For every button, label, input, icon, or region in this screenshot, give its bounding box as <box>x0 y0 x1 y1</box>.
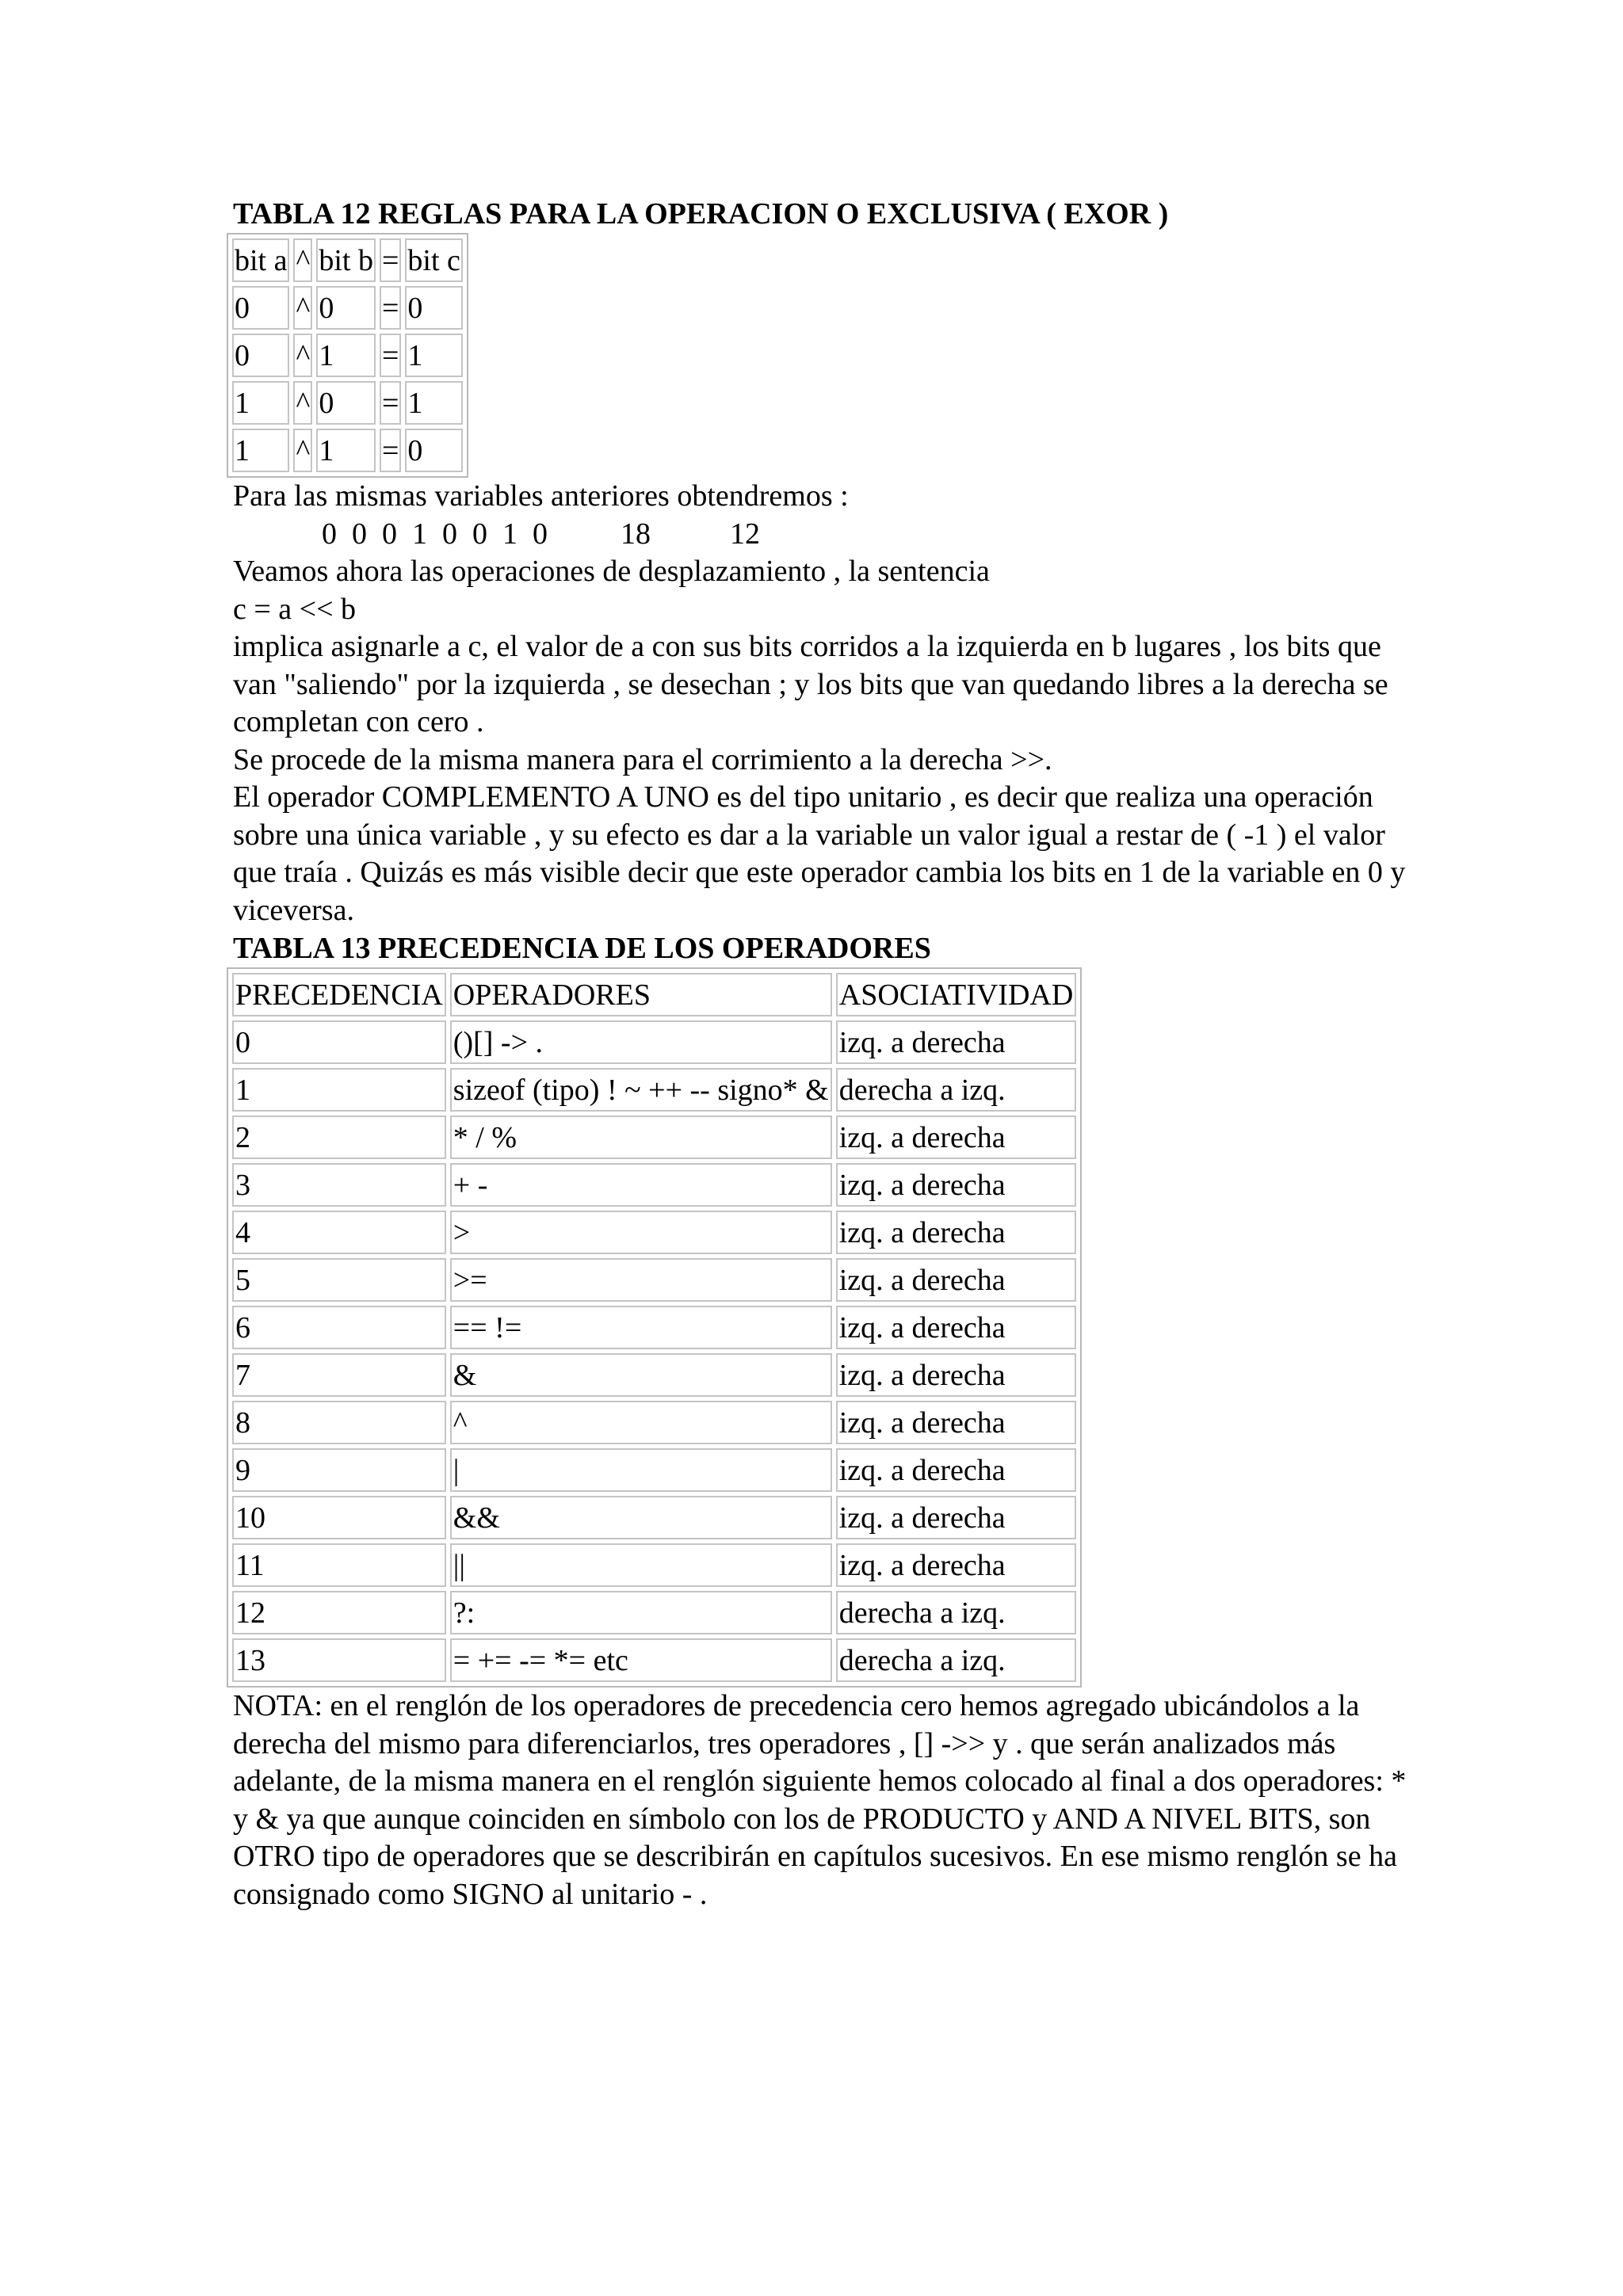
table-cell: 7 <box>232 1353 446 1397</box>
table-cell: 0 <box>232 286 289 330</box>
value-18: 18 <box>621 517 651 551</box>
table-cell: 1 <box>405 334 462 377</box>
table-cell: 8 <box>232 1401 446 1444</box>
table-cell: 10 <box>232 1496 446 1539</box>
table-cell: izq. a derecha <box>836 1448 1077 1492</box>
table-cell: 1 <box>316 334 376 377</box>
table-cell: izq. a derecha <box>836 1353 1077 1397</box>
table-cell: + - <box>450 1163 832 1207</box>
exor-rules-table-body <box>232 238 463 472</box>
header-cell: bit c <box>405 238 462 282</box>
table-row <box>232 429 463 472</box>
table-cell: 2 <box>232 1116 446 1159</box>
table-cell: 1 <box>232 429 289 472</box>
table-cell: derecha a izq. <box>836 1591 1077 1634</box>
table-row <box>232 1353 1076 1397</box>
table-row <box>232 1020 1076 1064</box>
table-cell: izq. a derecha <box>836 1020 1077 1064</box>
table-cell: 0 <box>316 286 376 330</box>
table-cell: = <box>380 429 401 472</box>
table-cell: derecha a izq. <box>836 1068 1077 1112</box>
table-row <box>232 1116 1076 1159</box>
table-cell: izq. a derecha <box>836 1258 1077 1302</box>
table-cell: izq. a derecha <box>836 1211 1077 1254</box>
table-cell: 0 <box>405 429 462 472</box>
table-cell: izq. a derecha <box>836 1496 1077 1539</box>
table-cell: | <box>450 1448 832 1492</box>
table-cell: = <box>380 381 401 425</box>
table-cell: 11 <box>232 1543 446 1587</box>
table-cell: 0 <box>232 334 289 377</box>
table-row <box>232 1163 1076 1207</box>
header-cell: PRECEDENCIA <box>232 973 446 1016</box>
table-cell: = <box>380 334 401 377</box>
table-row <box>232 1496 1076 1539</box>
table-cell: 12 <box>232 1591 446 1634</box>
table-row <box>232 1448 1076 1492</box>
table-cell: * / % <box>450 1116 832 1159</box>
paragraph-implica: implica asignarle a c, el valor de a con sus bits corridos a la izquierda en b lugares , los bits que van "saliendo" por la izquierda , se desechan ; y los bits que van quedando libres a la derecha se completan con cero . <box>233 630 1388 738</box>
table-cell: 1 <box>232 381 289 425</box>
table-row <box>232 334 463 377</box>
paragraph-nota: NOTA: en el renglón de los operadores de precedencia cero hemos agregado ubicándolos a la derecha del mismo para diferenciarlos, tres operadores , [] ->> y . que serán analizados más adelante, de la misma manera en el renglón siguiente hemos colocado al final a dos operadores: * y & ya que aunque coinciden en símbolo con los de PRODUCTO y AND A NIVEL BITS, son OTRO tipo de operadores que se describirán en capítulos sucesivos. En ese mismo renglón se ha consignado como SIGNO al unitario - . <box>233 1689 1407 1911</box>
table-row <box>232 1068 1076 1112</box>
table-cell: ^ <box>293 381 312 425</box>
table-cell: izq. a derecha <box>836 1306 1077 1349</box>
header-cell: ASOCIATIVIDAD <box>836 973 1077 1016</box>
table-cell: 0 <box>316 381 376 425</box>
table-cell: ()[] -> . <box>450 1020 832 1064</box>
table-cell: 5 <box>232 1258 446 1302</box>
table-cell: 4 <box>232 1211 446 1254</box>
table-cell: & <box>450 1353 832 1397</box>
table-cell: = <box>380 286 401 330</box>
document-page <box>233 195 1422 1913</box>
header-cell: bit a <box>232 238 289 282</box>
exor-rules-table <box>227 233 468 478</box>
table-cell: ^ <box>450 1401 832 1444</box>
table-cell: 1 <box>232 1068 446 1112</box>
table-row <box>232 286 463 330</box>
table-cell: ^ <box>293 429 312 472</box>
table-cell: || <box>450 1543 832 1587</box>
paragraph-veamos: Veamos ahora las operaciones de desplazamiento , la sentencia <box>233 555 990 588</box>
table-row <box>232 1543 1076 1587</box>
table-cell: >= <box>450 1258 832 1302</box>
table-cell: 0 <box>405 286 462 330</box>
table-cell: && <box>450 1496 832 1539</box>
table-row <box>232 1401 1076 1444</box>
table-row <box>232 1306 1076 1349</box>
table-cell: 9 <box>232 1448 446 1492</box>
paragraph-complemento: El operador COMPLEMENTO A UNO es del tipo unitario , es decir que realiza una operación sobre una única variable , y su efecto es dar a la variable un valor igual a restar de ( -1 ) el valor que traía . Quizás es más visible decir que este operador cambia los bits en 1 de la variable en 0 y viceversa. <box>233 780 1406 927</box>
table-cell: > <box>450 1211 832 1254</box>
table-cell: 0 <box>232 1020 446 1064</box>
paragraph-para-mismas: Para las mismas variables anteriores obtendremos : <box>233 479 849 513</box>
bit-sequence: 0 0 0 1 0 0 1 0 <box>322 517 548 551</box>
table-cell: 1 <box>405 381 462 425</box>
table-cell: 3 <box>232 1163 446 1207</box>
table-row <box>232 1211 1076 1254</box>
table-cell: ^ <box>293 286 312 330</box>
table-header-row <box>232 238 463 282</box>
table-cell: ^ <box>293 334 312 377</box>
table12-title: TABLA 12 REGLAS PARA LA OPERACION O EXCLUSIVA ( EXOR ) <box>233 197 1169 231</box>
precedence-table <box>227 967 1082 1688</box>
value-12: 12 <box>730 517 760 551</box>
table-row <box>232 381 463 425</box>
table-row <box>232 1591 1076 1634</box>
table-cell: izq. a derecha <box>836 1401 1077 1444</box>
precedence-table-body <box>232 973 1076 1682</box>
table-cell: izq. a derecha <box>836 1116 1077 1159</box>
table-header-row <box>232 973 1076 1016</box>
table-cell: izq. a derecha <box>836 1543 1077 1587</box>
table-cell: 6 <box>232 1306 446 1349</box>
table-cell: derecha a izq. <box>836 1638 1077 1682</box>
shift-expression: c = a << b <box>233 592 357 626</box>
table-row <box>232 1258 1076 1302</box>
table-cell: 1 <box>316 429 376 472</box>
bit-values-line <box>233 516 1422 554</box>
header-cell: = <box>380 238 401 282</box>
table-row <box>232 1638 1076 1682</box>
table-cell: izq. a derecha <box>836 1163 1077 1207</box>
table-cell: sizeof (tipo) ! ~ ++ -- signo* & <box>450 1068 832 1112</box>
paragraph-se-procede: Se procede de la misma manera para el corrimiento a la derecha >>. <box>233 742 1052 776</box>
table-cell: = += -= *= etc <box>450 1638 832 1682</box>
table-cell: == != <box>450 1306 832 1349</box>
header-cell: OPERADORES <box>450 973 832 1016</box>
header-cell: bit b <box>316 238 376 282</box>
header-cell: ^ <box>293 238 312 282</box>
table-cell: ?: <box>450 1591 832 1634</box>
table-cell: 13 <box>232 1638 446 1682</box>
table13-title: TABLA 13 PRECEDENCIA DE LOS OPERADORES <box>233 932 931 965</box>
